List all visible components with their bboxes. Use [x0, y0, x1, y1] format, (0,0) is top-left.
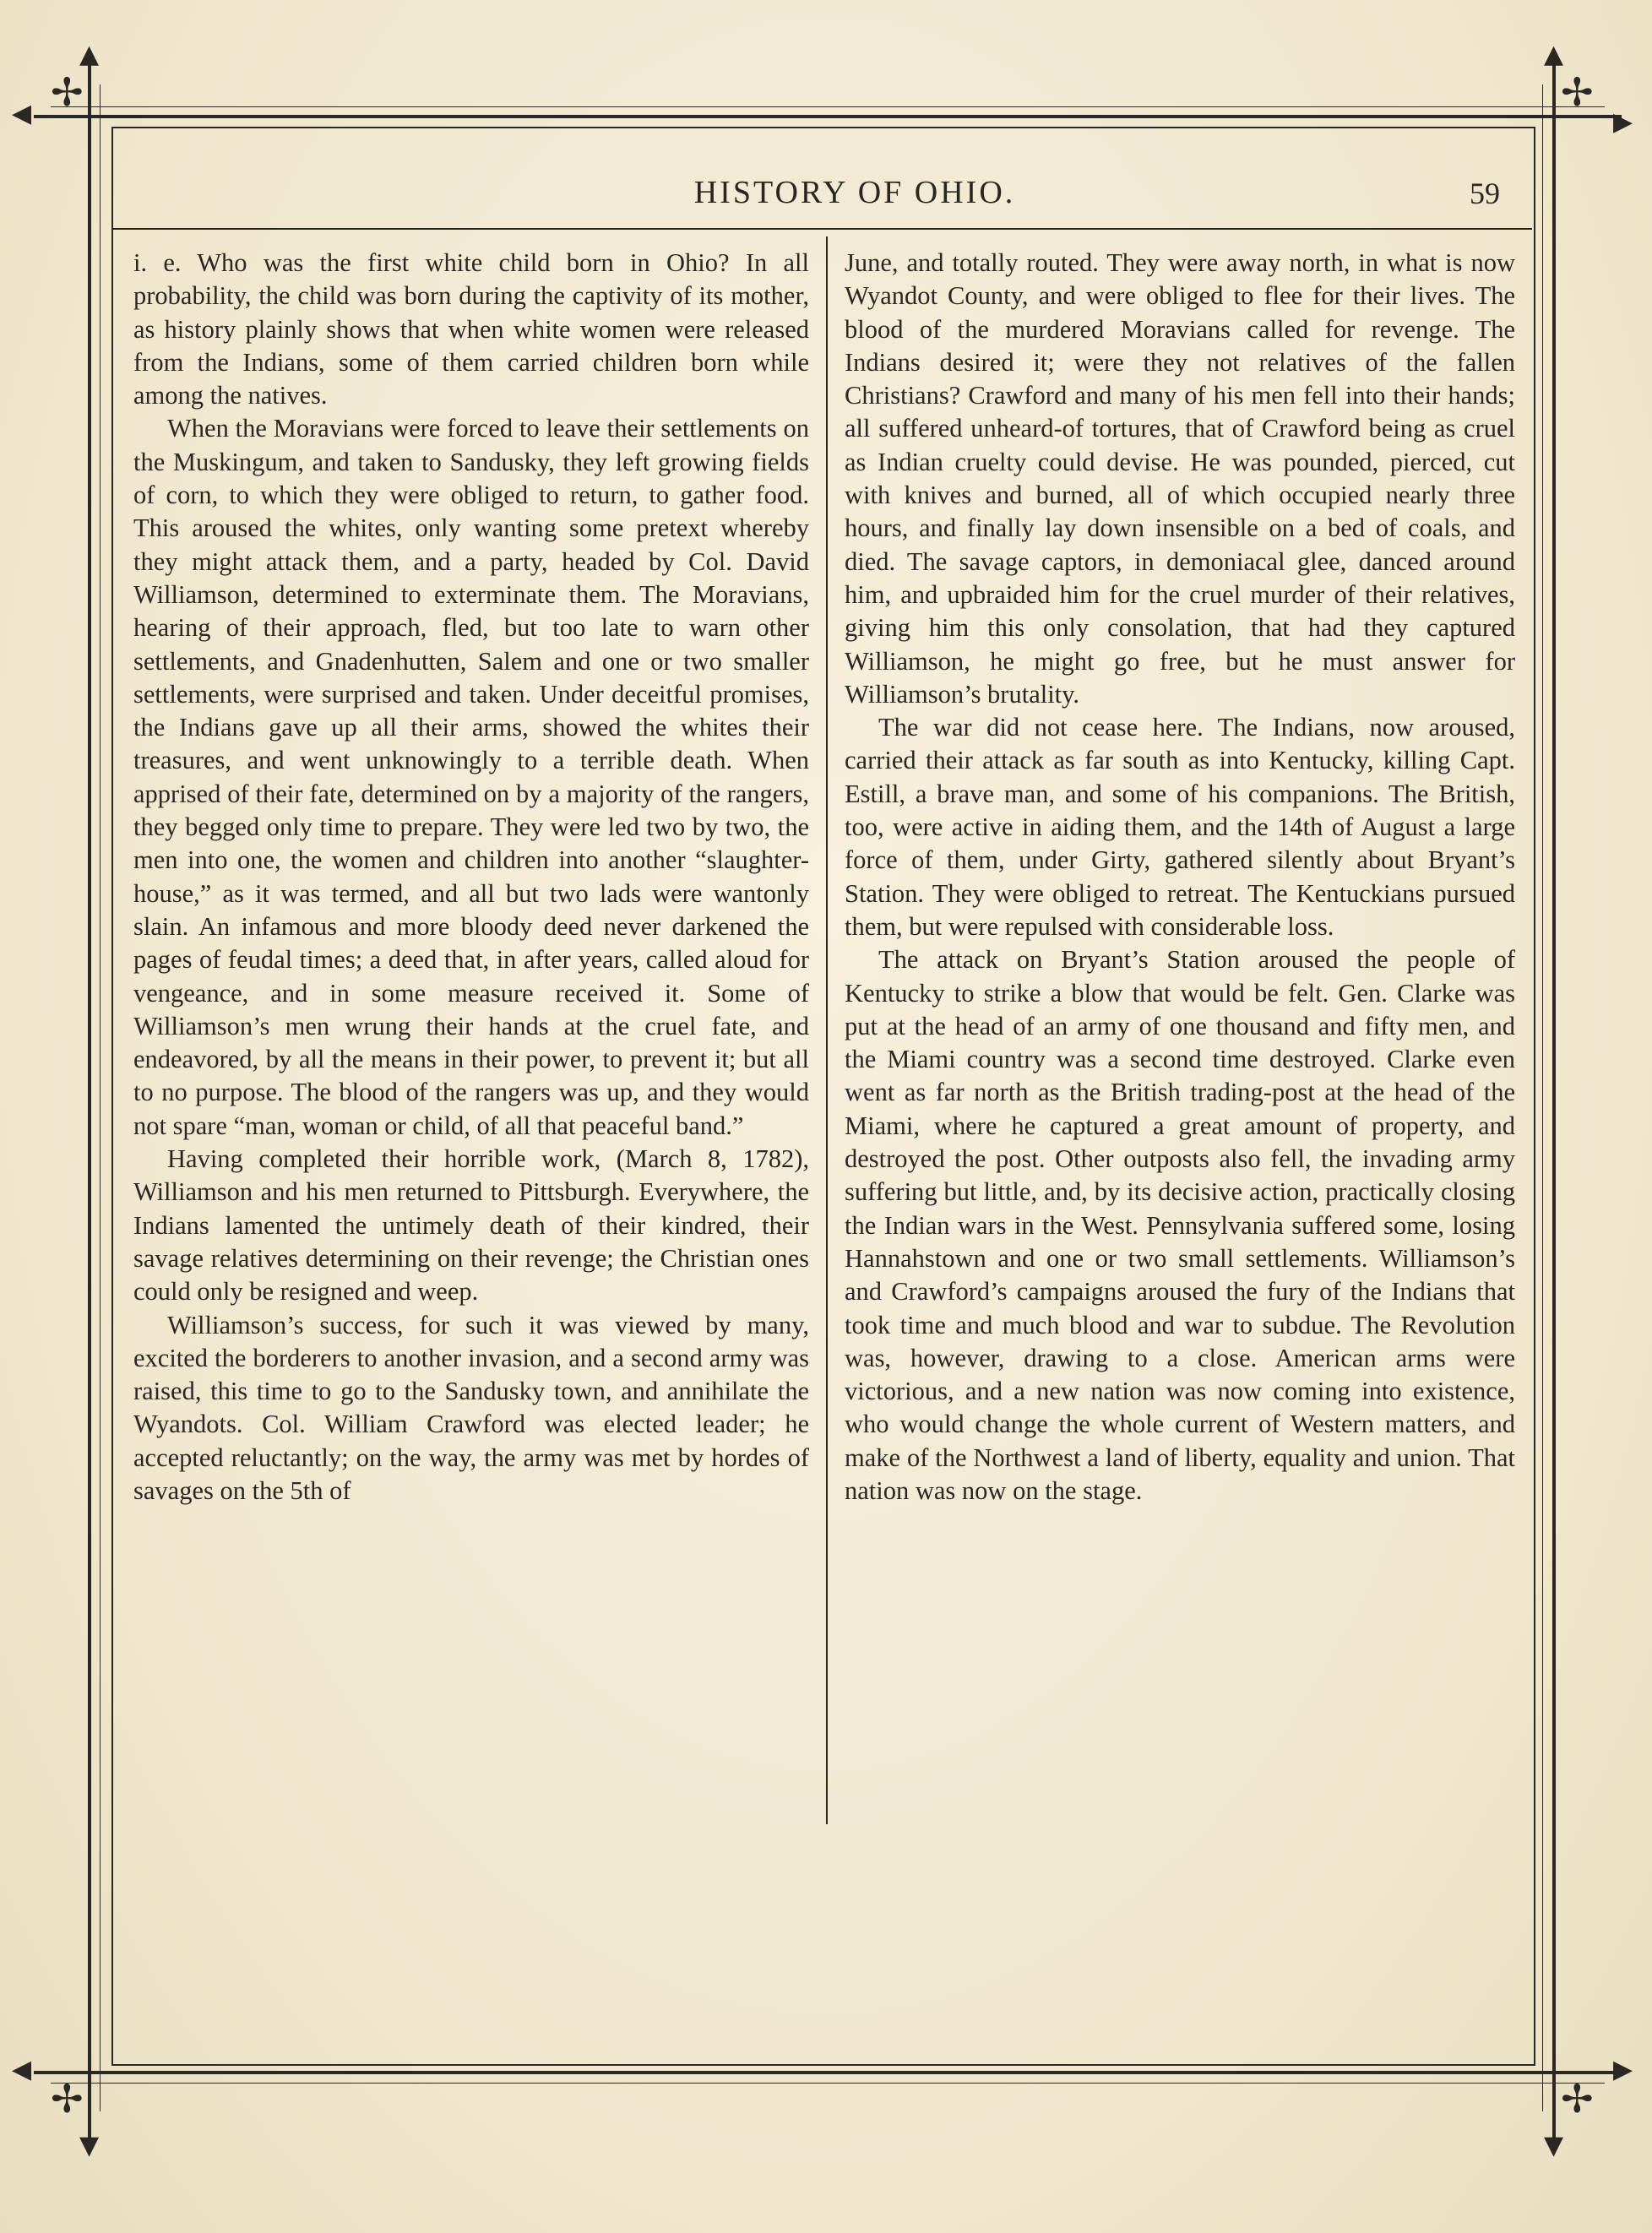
- left-column: [133, 247, 809, 1508]
- corner-ornament-bottom-left-icon: ✢: [51, 2076, 84, 2122]
- arrow-top-right-icon: ▲: [1544, 40, 1564, 69]
- frame-left-rule-thin: [100, 84, 101, 2111]
- frame-top-rule-thin: [51, 106, 1605, 107]
- paragraph: Williamson’s success, for such it was viewed by many, excited the borderers to another invasion, and a second army was raised, this time to go to the Sandusky town, and annihilate the Wyandots. Col. William Crawford was elected leader; he accepted reluctantly; on the way, the army was met by hordes of savages on the 5th of: [133, 1310, 809, 1505]
- column-divider: [826, 236, 828, 1824]
- corner-ornament-top-left-icon: ✢: [51, 69, 84, 115]
- corner-ornament-top-right-icon: ✢: [1561, 69, 1594, 115]
- frame-bottom-rule: [34, 2071, 1622, 2074]
- right-column: [845, 247, 1515, 1508]
- arrow-right-top-icon: ▶: [1613, 107, 1633, 137]
- running-title: HISTORY OF OHIO.: [693, 175, 1016, 210]
- arrow-bottom-left-icon: ▼: [79, 2131, 100, 2160]
- arrow-right-bottom-icon: ▶: [1613, 2055, 1633, 2084]
- paragraph: Having completed their horrible work, (March 8, 1782), Williamson and his men returned to Pittsburgh. Everywhere, the Indians lamented the untimely death of their kindred, their savage relatives determining on their revenge; the Christian ones could only be resigned and weep.: [133, 1144, 809, 1307]
- header-rule: [111, 228, 1532, 230]
- corner-ornament-bottom-right-icon: ✢: [1561, 2076, 1594, 2122]
- page-number: 59: [1470, 177, 1500, 210]
- arrow-top-left-icon: ▲: [79, 40, 100, 69]
- paragraph: The attack on Bryant’s Station aroused the people of Kentucky to strike a blow that would be felt. Gen. Clarke was put at the head of an army of one thousand and fifty men, and the Miami country was a second time destroyed. Clarke even went as far north as the British trading-post at the head of the Miami, where he captured a great amount of property, and destroyed the post. Other outposts also fell, the invading army suffering but little, and, by its decisive action, practically closing the Indian wars in the West. Pennsylvania suffered some, losing Hannahstown and one or two small settlements. Williamson’s and Crawford’s campaigns aroused the fury of the Indians that took time and much blood and war to subdue. The Revolution was, however, drawing to a close. American arms were victorious, and a new nation was now coming into existence, who would change the whole current of Western matters, and make of the Northwest a land of liberty, equality and union. That nation was now on the stage.: [845, 945, 1515, 1505]
- frame-bottom-rule-thin: [51, 2083, 1605, 2084]
- frame-right-rule-thin: [1542, 84, 1543, 2111]
- arrow-left-bottom-icon: ◀: [12, 2055, 32, 2084]
- paragraph: June, and totally routed. They were away north, in what is now Wyandot County, and were obliged to flee for their lives. The blood of the murdered Moravians called for revenge. The Indians desired it; were they not relatives of the fallen Christians? Crawford and many of his men fell into their hands; all suffered unheard-of tortures, that of Crawford being as cruel as Indian cruelty could devise. He was pounded, pierced, cut with knives and burned, all of which occupied nearly three hours, and finally lay down insensible on a bed of coals, and died. The savage captors, in demoniacal glee, danced around him, and upbraided him for the cruel murder of their relatives, giving him this only consolation, that had they captured Williamson, he might go free, but he must answer for Williamson’s brutality.: [845, 248, 1515, 709]
- paragraph: i. e. Who was the first white child born in Ohio? In all probability, the child was born during the captivity of its mother, as history plainly shows that when white women were released from the Indians, some of them carried children born while among the natives.: [133, 248, 809, 410]
- running-header: [111, 127, 1532, 228]
- paragraph: The war did not cease here. The Indians, now aroused, carried their attack as far south as into Kentucky, killing Capt. Estill, a brave man, and some of his companions. The British, too, were active in aiding them, and the 14th of August a large force of them, under Girty, gathered silently about Bryant’s Station. They were obliged to retreat. The Kentuckians pursued them, but were repulsed with considerable loss.: [845, 713, 1515, 941]
- paragraph: When the Moravians were forced to leave their settlements on the Muskingum, and taken to Sandusky, they left growing fields of corn, to which they were obliged to return, to gather food. This aroused the whites, only wanting some pretext whereby they might attack them, and a party, headed by Col. David Williamson, determined to exterminate them. The Moravians, hearing of their approach, fled, but too late to warn other settlements, and Gnadenhutten, Salem and one or two smaller settlements, were surprised and taken. Under deceitful promises, the Indians gave up all their arms, showed the whites their treasures, and went unknowingly to a terrible death. When apprised of their fate, determined on by a majority of the rangers, they begged only time to prepare. They were led two by two, the men into one, the women and children into another “slaughter-house,” as it was termed, and all but two lads were wantonly slain. An infamous and more bloody deed never darkened the pages of feudal times; a deed that, in after years, called aloud for vengeance, and in some measure received it. Some of Williamson’s men wrung their hands at the cruel fate, and endeavored, by all the means in their power, to prevent it; but all to no purpose. The blood of the rangers was up, and they would not spare “man, woman or child, of all that peaceful band.”: [133, 414, 809, 1140]
- frame-left-rule: [88, 51, 91, 2145]
- frame-right-rule: [1552, 51, 1556, 2145]
- frame-top-rule: [34, 115, 1622, 118]
- arrow-left-top-icon: ◀: [12, 99, 32, 128]
- arrow-bottom-right-icon: ▼: [1544, 2131, 1564, 2160]
